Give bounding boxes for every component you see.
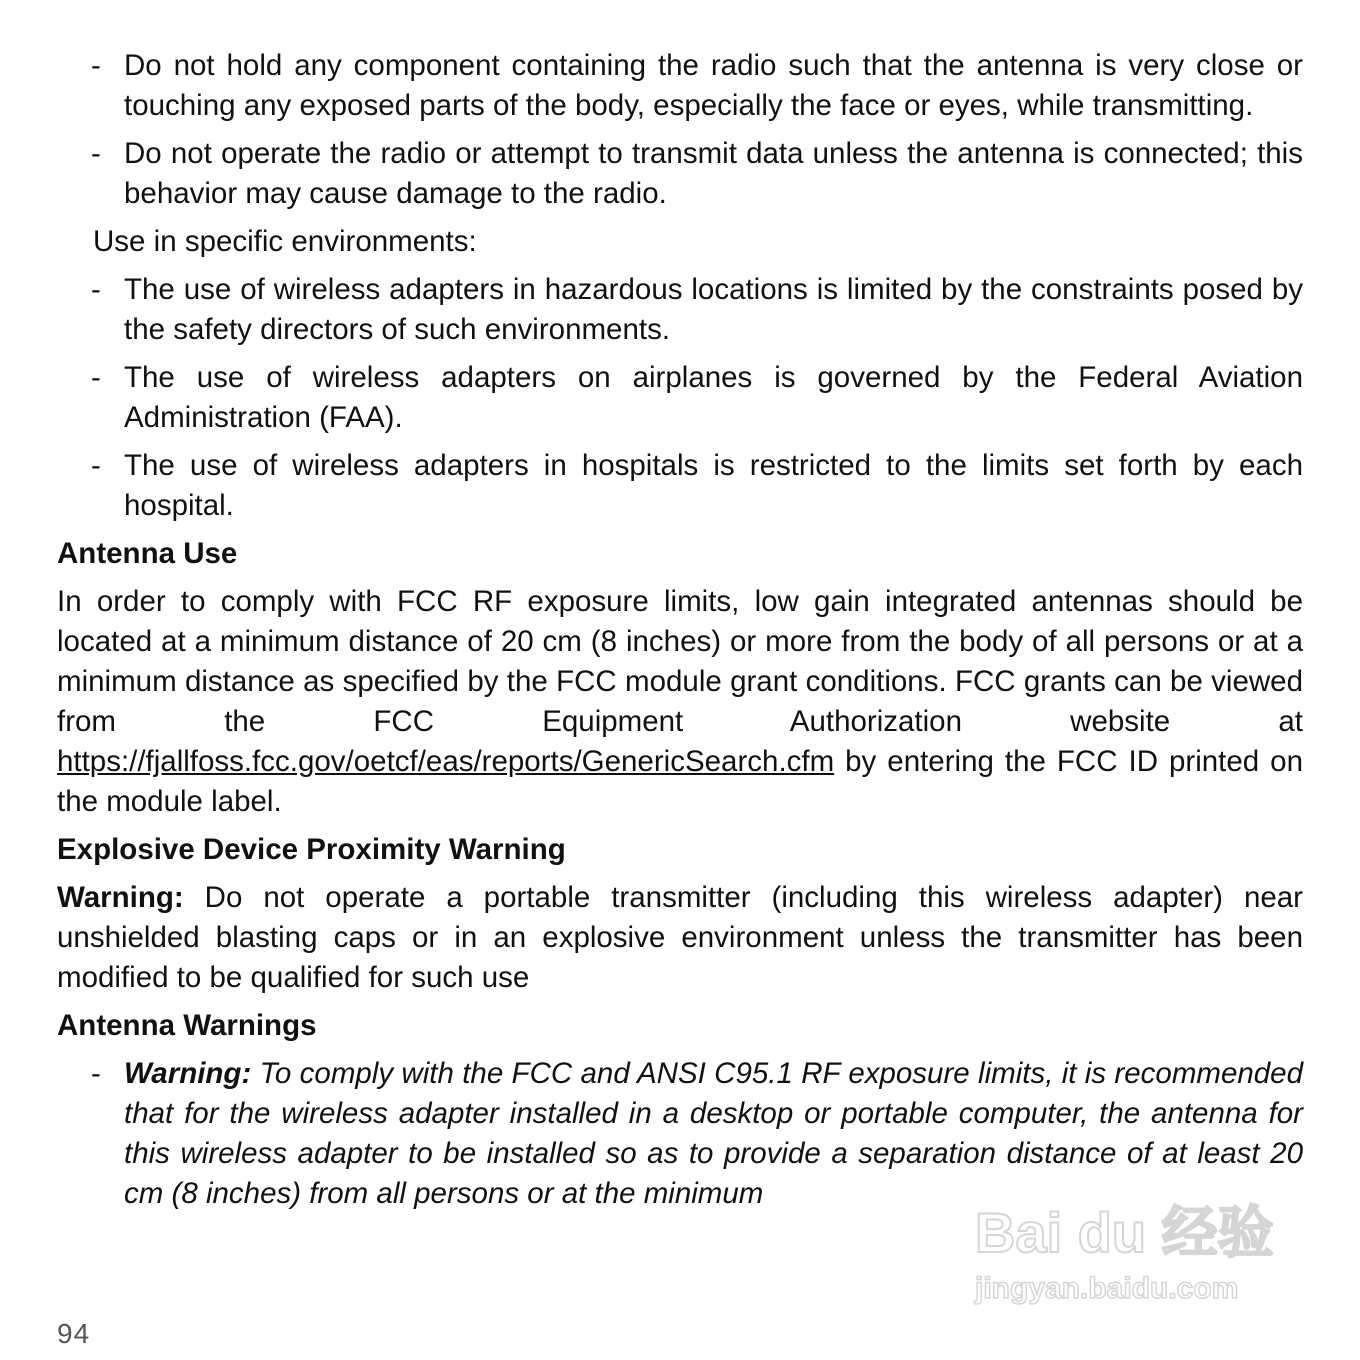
bullet-dash: - (91, 449, 101, 482)
bullet-dash: - (91, 49, 101, 82)
watermark-logo-text: Bai du 经验 (975, 1201, 1274, 1264)
document-page (57, 46, 1303, 1222)
explosive-warning-heading: Explosive Device Proximity Warning (57, 833, 566, 866)
list-item (57, 134, 1303, 214)
antenna-use-text-end: by entering the FCC ID printed on the module label. (57, 745, 1303, 818)
list-item (57, 270, 1303, 350)
antenna-use-heading: Antenna Use (57, 537, 238, 570)
list-item-text: The use of wireless adapters in hospitals is restricted to the limits set forth by each hospital. (124, 449, 1303, 522)
list-item-text: Do not hold any component containing the radio such that the antenna is very close or touching any exposed parts of the body, especially the face or eyes, while transmitting. (124, 49, 1303, 122)
bullet-dash: - (91, 137, 101, 170)
warning-label: Warning: (124, 1057, 252, 1090)
fcc-search-link[interactable]: https://fjallfoss.fcc.gov/oetcf/eas/reports/GenericSearch.cfm (57, 745, 835, 778)
warning-label: Warning: (57, 881, 184, 914)
list-item (57, 46, 1303, 126)
list-item (57, 358, 1303, 438)
watermark-url-text: jingyan.baidu.com (975, 1272, 1239, 1305)
list-item-text: Do not operate the radio or attempt to transmit data unless the antenna is connected; this behavior may cause damage to the radio. (124, 137, 1303, 210)
antenna-use-paragraph (57, 582, 1303, 822)
explosive-warning-text: Do not operate a portable transmitter (including this wireless adapter) near unshielded blasting caps or in an explosive environment unless the transmitter has been modified to be qualified for such use (57, 881, 1303, 994)
bullet-dash: - (91, 273, 101, 306)
list-item-text (124, 1057, 1303, 1210)
bullet-dash: - (91, 361, 101, 394)
antenna-warnings-heading: Antenna Warnings (57, 1009, 317, 1042)
list-item-text: The use of wireless adapters on airplanes is governed by the Federal Aviation Administration (FAA). (124, 361, 1303, 434)
antenna-use-text: In order to comply with FCC RF exposure limits, low gain integrated antennas should be located at a minimum distance of 20 cm (8 inches) or more from the body of all persons or at a minimum distance as specified by the FCC module grant conditions. FCC grants can be viewed from the FCC Equipment Authorization website at (57, 585, 1303, 738)
list-item (57, 446, 1303, 526)
explosive-warning-paragraph (57, 878, 1303, 998)
page-number: 94 (57, 1318, 91, 1349)
bullet-dash: - (91, 1057, 101, 1090)
baidu-watermark (965, 1190, 1285, 1310)
specific-environments-label: Use in specific environments: (93, 225, 477, 258)
list-item-text: The use of wireless adapters in hazardous locations is limited by the constraints posed by the safety directors of such environments. (124, 273, 1303, 346)
antenna-warning-text: To comply with the FCC and ANSI C95.1 RF exposure limits, it is recommended that for the wireless adapter installed in a desktop or portable computer, the antenna for this wireless adapter to be installed so as to provide a separation distance of at least 20 cm (8 inches) from all persons or at the minimum (124, 1057, 1303, 1210)
